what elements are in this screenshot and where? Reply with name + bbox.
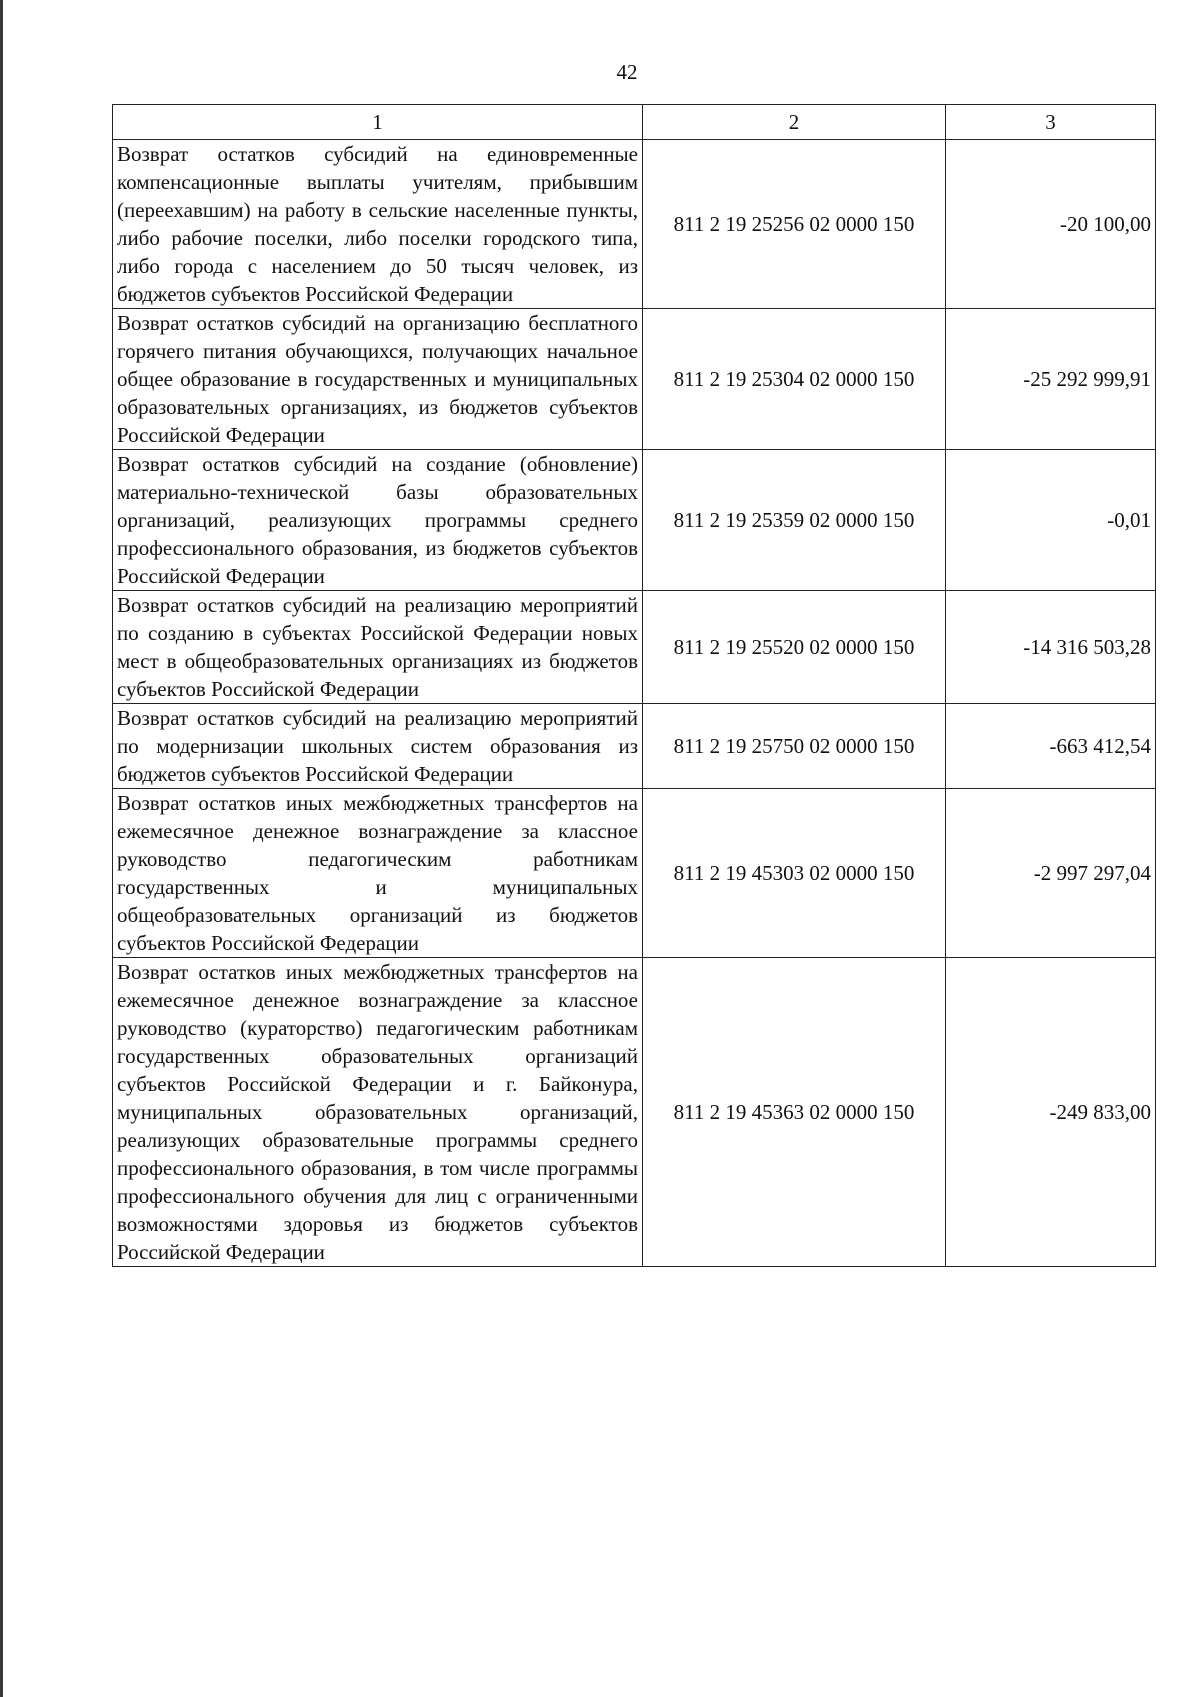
row-amount: -20 100,00 bbox=[946, 140, 1156, 309]
row-amount: -663 412,54 bbox=[946, 704, 1156, 789]
table-row bbox=[113, 789, 1156, 958]
table-row bbox=[113, 309, 1156, 450]
table-row bbox=[113, 450, 1156, 591]
row-budget-code: 811 2 19 45363 02 0000 150 bbox=[643, 958, 946, 1267]
table-row bbox=[113, 704, 1156, 789]
row-description: Возврат остатков субсидий на создание (обновление) материально-технической базы образовательных организаций, реализующих программы среднего профессионального образования, из бюджетов субъектов Российской Федерации bbox=[113, 450, 643, 591]
row-description: Возврат остатков иных межбюджетных трансфертов на ежемесячное денежное вознаграждение за классное руководство (кураторство) педагогическим работникам государственных образовательных организаций субъектов Российской Федерации и г. Байконура, муниципальных образовательных организаций, реализующих образовательные программы среднего профессионального образования, в том числе программы профессионального обучения для лиц с ограниченными возможностями здоровья из бюджетов субъектов Российской Федерации bbox=[113, 958, 643, 1267]
row-description: Возврат остатков субсидий на реализацию мероприятий по модернизации школьных систем образования из бюджетов субъектов Российской Федерации bbox=[113, 704, 643, 789]
row-budget-code: 811 2 19 25750 02 0000 150 bbox=[643, 704, 946, 789]
budget-return-table bbox=[112, 104, 1156, 1267]
row-amount: -2 997 297,04 bbox=[946, 789, 1156, 958]
row-budget-code: 811 2 19 25256 02 0000 150 bbox=[643, 140, 946, 309]
row-description: Возврат остатков субсидий на единовременные компенсационные выплаты учителям, прибывшим (переехавшим) на работу в сельские населенные пункты, либо рабочие поселки, либо поселки городского типа, либо города с населением до 50 тысяч человек, из бюджетов субъектов Российской Федерации bbox=[113, 140, 643, 309]
table-row bbox=[113, 958, 1156, 1267]
column-header-1: 1 bbox=[113, 105, 643, 140]
row-budget-code: 811 2 19 45303 02 0000 150 bbox=[643, 789, 946, 958]
row-description: Возврат остатков субсидий на организацию бесплатного горячего питания обучающихся, получающих начальное общее образование в государственных и муниципальных образовательных организациях, из бюджетов субъектов Российской Федерации bbox=[113, 309, 643, 450]
column-header-2: 2 bbox=[643, 105, 946, 140]
row-amount: -249 833,00 bbox=[946, 958, 1156, 1267]
row-budget-code: 811 2 19 25520 02 0000 150 bbox=[643, 591, 946, 704]
table-row bbox=[113, 140, 1156, 309]
table-row bbox=[113, 591, 1156, 704]
row-amount: -0,01 bbox=[946, 450, 1156, 591]
column-header-3: 3 bbox=[946, 105, 1156, 140]
row-budget-code: 811 2 19 25304 02 0000 150 bbox=[643, 309, 946, 450]
row-description: Возврат остатков иных межбюджетных трансфертов на ежемесячное денежное вознаграждение за классное руководство педагогическим работникам государственных и муниципальных общеобразовательных организаций из бюджетов субъектов Российской Федерации bbox=[113, 789, 643, 958]
page-number: 42 bbox=[616, 60, 638, 84]
row-amount: -14 316 503,28 bbox=[946, 591, 1156, 704]
table-header-row bbox=[113, 105, 1156, 140]
row-description: Возврат остатков субсидий на реализацию мероприятий по созданию в субъектах Российской Федерации новых мест в общеобразовательных организациях из бюджетов субъектов Российской Федерации bbox=[113, 591, 643, 704]
page-left-edge bbox=[0, 0, 3, 1697]
row-amount: -25 292 999,91 bbox=[946, 309, 1156, 450]
row-budget-code: 811 2 19 25359 02 0000 150 bbox=[643, 450, 946, 591]
